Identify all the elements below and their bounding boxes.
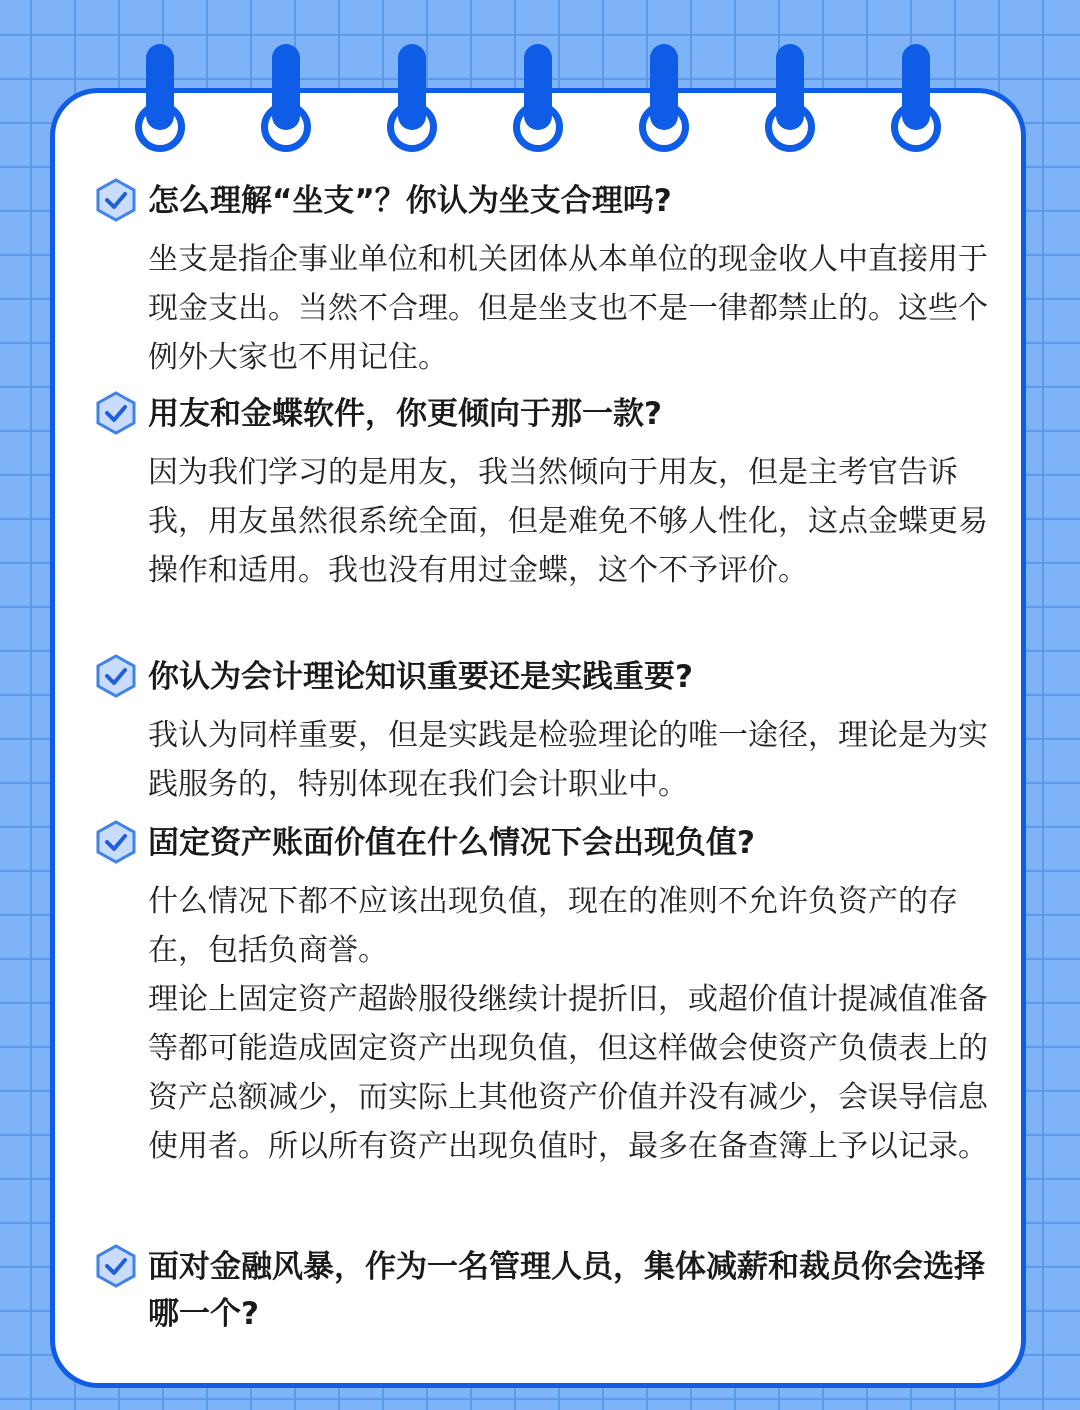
- question-heading: [94, 1244, 994, 1338]
- question-text: 面对金融风暴，作为一名管理人员，集体减薪和裁员你会选择哪一个?: [148, 1249, 985, 1332]
- qa-item: [94, 654, 994, 809]
- question-heading: [94, 820, 994, 867]
- qa-item: [94, 820, 994, 1171]
- question-heading: [94, 391, 994, 438]
- answer-paragraph: 坐支是指企事业单位和机关团体从本单位的现金收人中直接用于现金支出。当然不合理。但是坐支也不是一律都禁止的。这些个例外大家也不用记住。: [148, 242, 988, 375]
- answer-paragraph: 因为我们学习的是用友，我当然倾向于用友，但是主考官告诉我，用友虽然很系统全面，但是难免不够人性化，这点金蝶更易操作和适用。我也没有用过金蝶，这个不予评价。: [148, 455, 988, 588]
- shield-check-icon: [94, 820, 138, 864]
- shield-check-icon: [94, 654, 138, 698]
- qa-item: [94, 391, 994, 595]
- shield-check-icon: [94, 391, 138, 435]
- answer-block: [94, 448, 994, 595]
- answer-block: [94, 235, 994, 382]
- answer-block: [94, 877, 994, 1171]
- question-text: 你认为会计理论知识重要还是实践重要?: [148, 659, 693, 695]
- answer-block: [94, 711, 994, 809]
- question-text: 用友和金蝶软件，你更倾向于那一款?: [148, 396, 662, 432]
- qa-item: [94, 178, 994, 382]
- question-text: 怎么理解“坐支”？你认为坐支合理吗?: [148, 183, 672, 219]
- question-text: 固定资产账面价值在什么情况下会出现负值?: [148, 825, 755, 861]
- shield-check-icon: [94, 1244, 138, 1288]
- answer-paragraph: 理论上固定资产超龄服役继续计提折旧，或超价值计提减值准备等都可能造成固定资产出现负值，但这样做会使资产负债表上的资产总额减少，而实际上其他资产价值并没有减少，会误导信息使用者。所以所有资产出现负值时，最多在备查簿上予以记录。: [148, 982, 988, 1164]
- answer-paragraph: 什么情况下都不应该出现负值，现在的准则不允许负资产的存在，包括负商誉。: [148, 884, 958, 968]
- shield-check-icon: [94, 178, 138, 222]
- answer-paragraph: 我认为同样重要，但是实践是检验理论的唯一途径，理论是为实践服务的，特别体现在我们会计职业中。: [148, 718, 988, 802]
- question-heading: [94, 654, 994, 701]
- qa-item: [94, 1244, 994, 1338]
- question-heading: [94, 178, 994, 225]
